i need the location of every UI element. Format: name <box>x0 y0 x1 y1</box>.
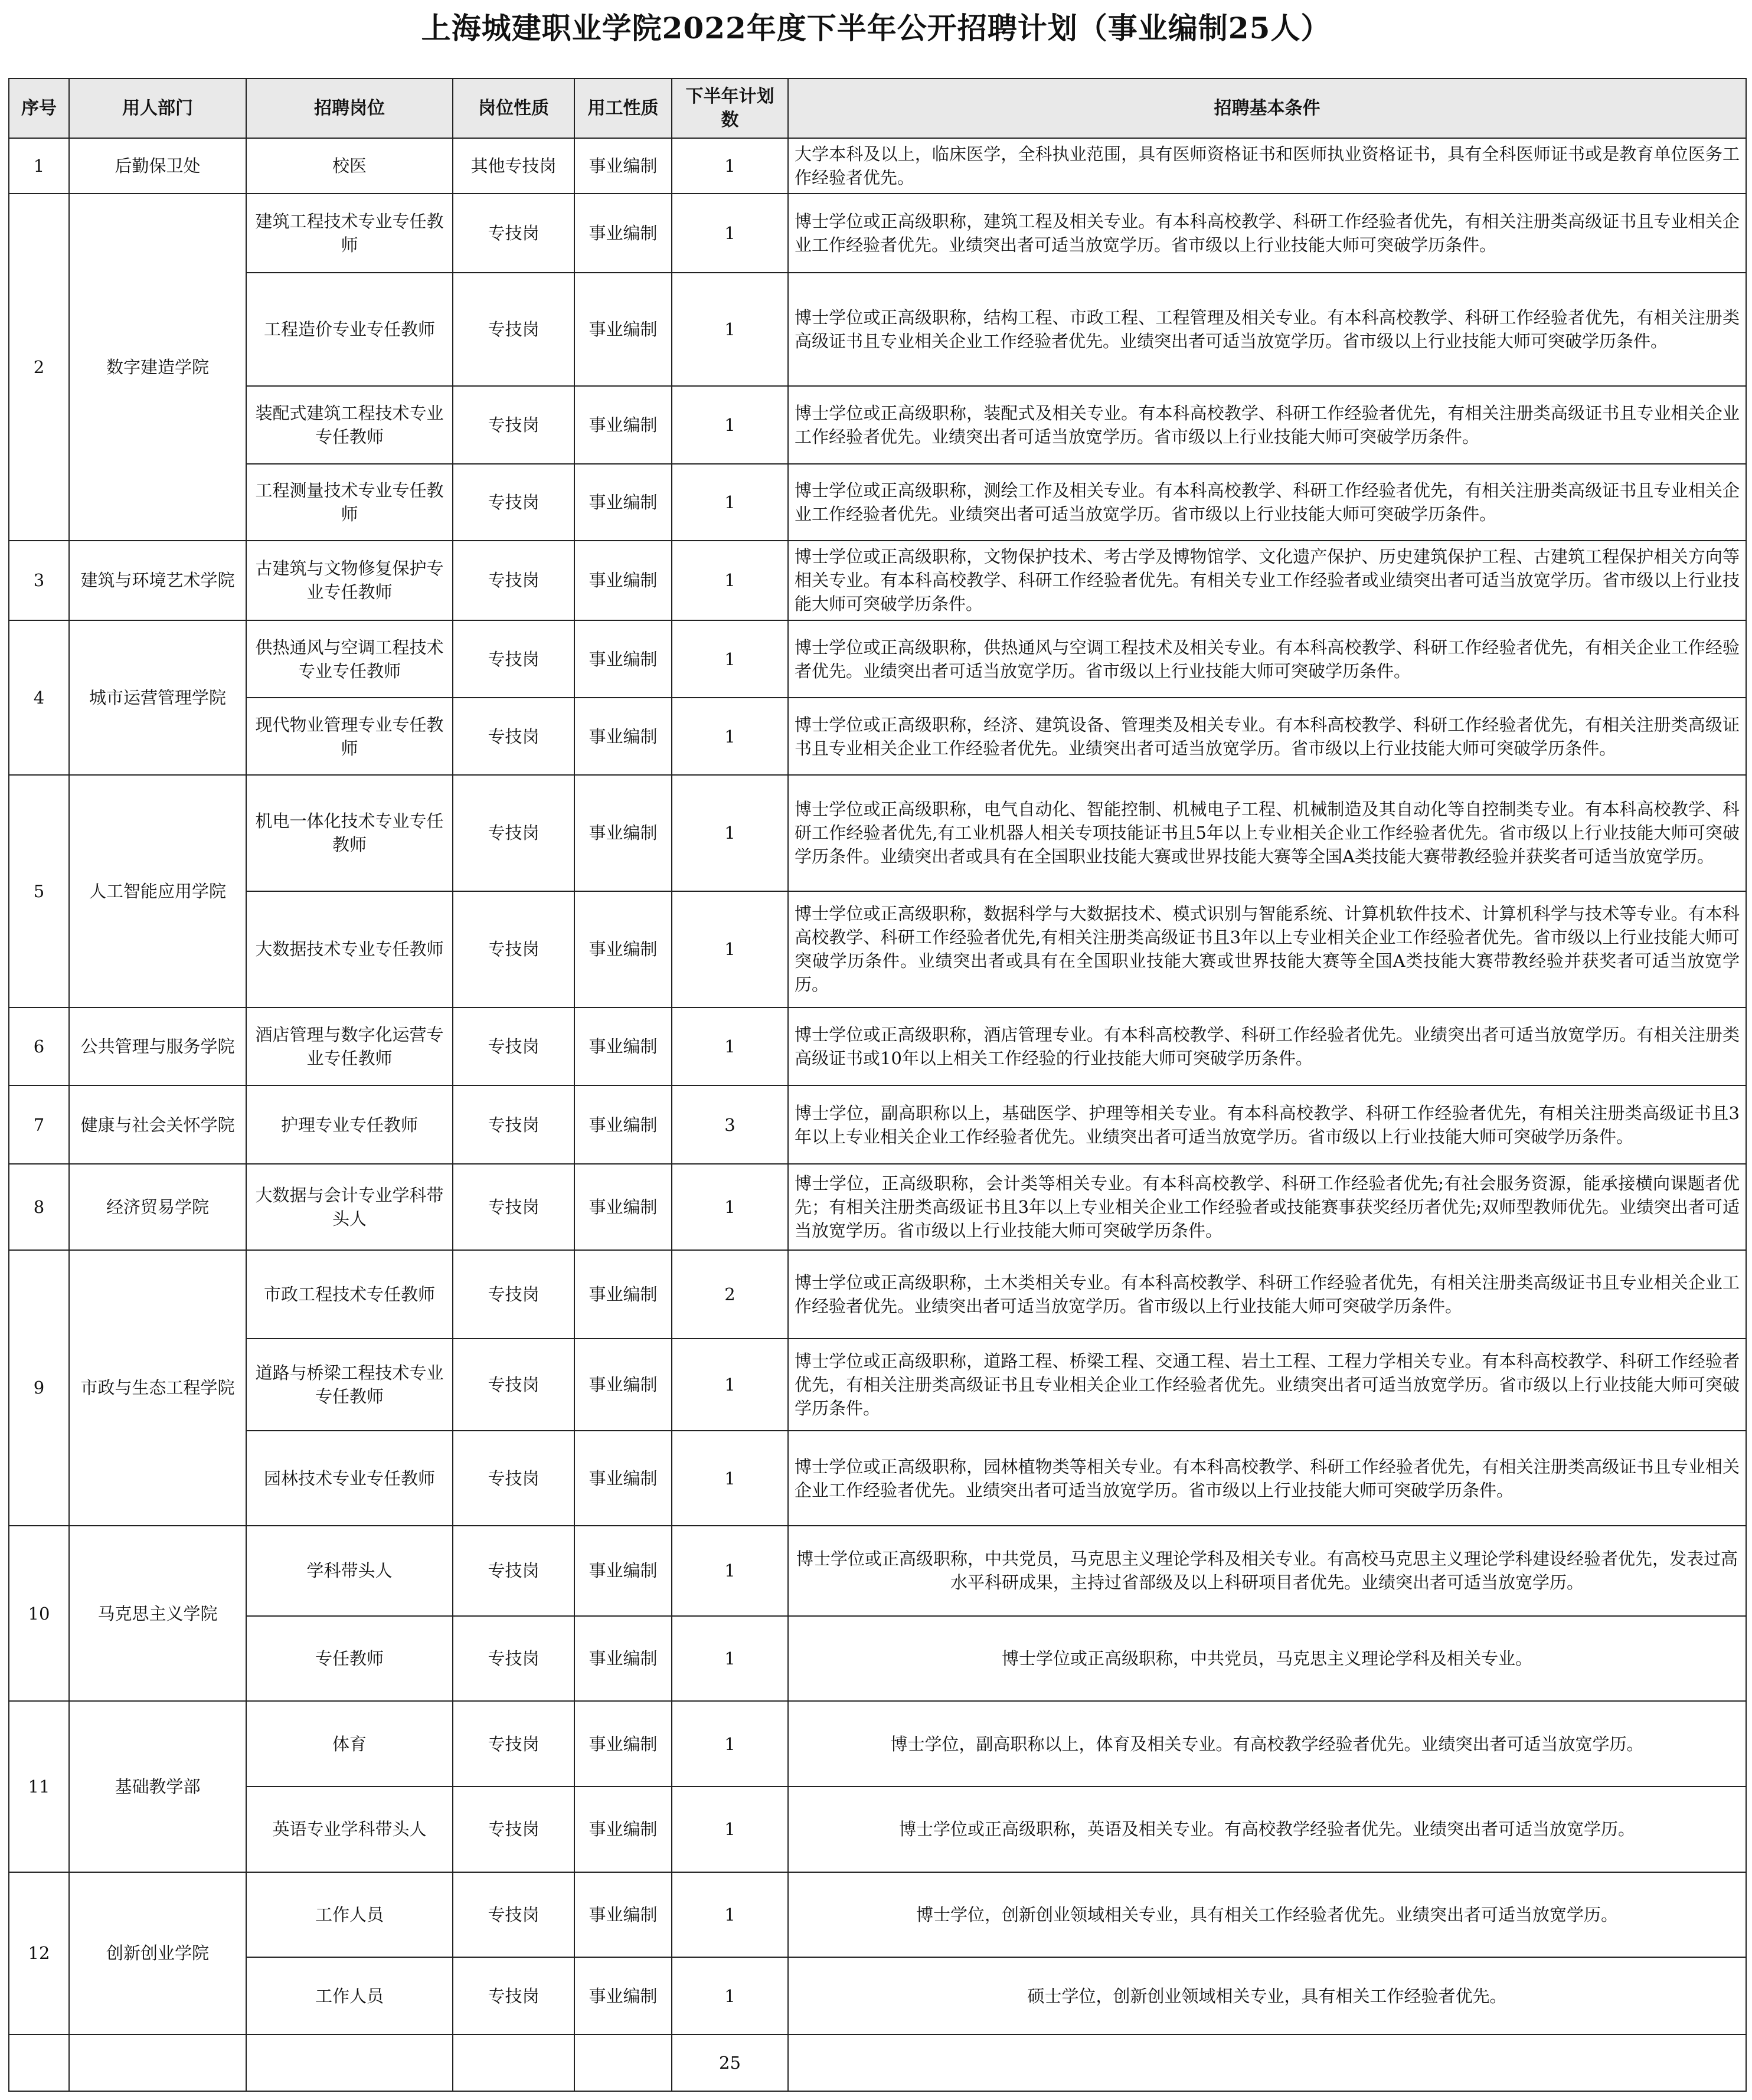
dept-cell: 后勤保卫处 <box>69 138 246 194</box>
header-row <box>9 78 1746 138</box>
post-type-cell: 专技岗 <box>453 1085 574 1164</box>
post-cell: 道路与桥梁工程技术专业专任教师 <box>246 1339 453 1431</box>
table-row <box>9 194 1746 273</box>
post-cell: 工作人员 <box>246 1957 453 2034</box>
table-row <box>9 138 1746 194</box>
employment-cell: 事业编制 <box>574 386 672 464</box>
table-row <box>9 1616 1746 1702</box>
seq-cell: 5 <box>9 775 69 1008</box>
post-type-cell: 专技岗 <box>453 1787 574 1872</box>
employment-cell: 事业编制 <box>574 1085 672 1164</box>
header-dept: 用人部门 <box>69 78 246 138</box>
requirements-cell: 博士学位或正高级职称，经济、建筑设备、管理类及相关专业。有本科高校教学、科研工作经验者优先，有相关注册类高级证书且专业相关企业工作经验者优先。业绩突出者可适当放宽学历。省市级以上行业技能大师可突破学历条件。 <box>788 698 1746 775</box>
requirements-cell: 博士学位，副高职称以上，体育及相关专业。有高校教学经验者优先。业绩突出者可适当放宽学历。 <box>788 1701 1746 1787</box>
post-type-cell: 专技岗 <box>453 1339 574 1431</box>
count-cell: 1 <box>672 1339 788 1431</box>
requirements-cell: 博士学位或正高级职称，数据科学与大数据技术、模式识别与智能系统、计算机软件技术、计算机科学与技术等专业。有本科高校教学、科研工作经验者优先,有相关注册类高级证书且3年以上专业相关企业工作经验者优先。省市级以上行业技能大师可突破学历条件。业绩突出者或具有在全国职业技能大赛或世界技能大赛等全国A类技能大赛带教经验并获奖者可适当放宽学历。 <box>788 891 1746 1008</box>
employment-cell: 事业编制 <box>574 1957 672 2034</box>
seq-cell: 3 <box>9 541 69 620</box>
header-post-type: 岗位性质 <box>453 78 574 138</box>
post-type-cell: 专技岗 <box>453 1872 574 1958</box>
count-cell: 1 <box>672 1787 788 1872</box>
seq-cell: 11 <box>9 1701 69 1872</box>
table-row <box>9 1431 1746 1526</box>
count-cell: 1 <box>672 698 788 775</box>
header-post: 招聘岗位 <box>246 78 453 138</box>
table-row <box>9 1957 1746 2034</box>
post-type-cell: 专技岗 <box>453 1957 574 2034</box>
post-cell: 工程造价专业专任教师 <box>246 273 453 386</box>
requirements-cell: 博士学位或正高级职称，中共党员，马克思主义理论学科及相关专业。有高校马克思主义理论学科建设经验者优先，发表过高水平科研成果，主持过省部级及以上科研项目者优先。业绩突出者可适当放宽学历。 <box>788 1526 1746 1616</box>
header-requirements: 招聘基本条件 <box>788 78 1746 138</box>
dept-cell: 建筑与环境艺术学院 <box>69 541 246 620</box>
post-type-cell: 专技岗 <box>453 1250 574 1339</box>
requirements-cell: 博士学位或正高级职称，建筑工程及相关专业。有本科高校教学、科研工作经验者优先，有相关注册类高级证书且专业相关企业工作经验者优先。业绩突出者可适当放宽学历。省市级以上行业技能大师可突破学历条件。 <box>788 194 1746 273</box>
count-cell: 1 <box>672 1164 788 1250</box>
post-cell: 学科带头人 <box>246 1526 453 1616</box>
total-blank-employment <box>574 2034 672 2091</box>
table-row <box>9 386 1746 464</box>
table-row <box>9 1085 1746 1164</box>
post-cell: 工作人员 <box>246 1872 453 1958</box>
employment-cell: 事业编制 <box>574 1526 672 1616</box>
post-type-cell: 专技岗 <box>453 541 574 620</box>
seq-cell: 10 <box>9 1526 69 1701</box>
count-cell: 1 <box>672 1008 788 1086</box>
employment-cell: 事业编制 <box>574 1164 672 1250</box>
count-cell: 1 <box>672 620 788 698</box>
post-cell: 园林技术专业专任教师 <box>246 1431 453 1526</box>
count-cell: 1 <box>672 1957 788 2034</box>
count-cell: 1 <box>672 1872 788 1958</box>
post-type-cell: 其他专技岗 <box>453 138 574 194</box>
post-cell: 护理专业专任教师 <box>246 1085 453 1164</box>
employment-cell: 事业编制 <box>574 891 672 1008</box>
seq-cell: 7 <box>9 1085 69 1164</box>
requirements-cell: 博士学位或正高级职称，文物保护技术、考古学及博物馆学、文化遗产保护、历史建筑保护工程、古建筑工程保护相关方向等相关专业。有本科高校教学、科研工作经验者优先。有相关专业工作经验者或业绩突出者可适当放宽学历。省市级以上行业技能大师可突破学历条件。 <box>788 541 1746 620</box>
post-type-cell: 专技岗 <box>453 1431 574 1526</box>
post-cell: 建筑工程技术专业专任教师 <box>246 194 453 273</box>
requirements-cell: 博士学位或正高级职称，园林植物类等相关专业。有本科高校教学、科研工作经验者优先，有相关注册类高级证书且专业相关企业工作经验者优先。业绩突出者可适当放宽学历。省市级以上行业技能大师可突破学历条件。 <box>788 1431 1746 1526</box>
recruitment-table <box>8 78 1747 2092</box>
post-cell: 专任教师 <box>246 1616 453 1702</box>
post-type-cell: 专技岗 <box>453 464 574 541</box>
post-cell: 现代物业管理专业专任教师 <box>246 698 453 775</box>
seq-cell: 6 <box>9 1008 69 1086</box>
header-count: 下半年计划数 <box>672 78 788 138</box>
seq-cell: 8 <box>9 1164 69 1250</box>
dept-cell: 基础教学部 <box>69 1701 246 1872</box>
post-cell: 酒店管理与数字化运营专业专任教师 <box>246 1008 453 1086</box>
count-cell: 1 <box>672 138 788 194</box>
employment-cell: 事业编制 <box>574 138 672 194</box>
table-row <box>9 698 1746 775</box>
post-type-cell: 专技岗 <box>453 891 574 1008</box>
post-cell: 机电一体化技术专业专任教师 <box>246 775 453 891</box>
dept-cell: 健康与社会关怀学院 <box>69 1085 246 1164</box>
requirements-cell: 博士学位或正高级职称，英语及相关专业。有高校教学经验者优先。业绩突出者可适当放宽学历。 <box>788 1787 1746 1872</box>
requirements-cell: 博士学位，创新创业领域相关专业，具有相关工作经验者优先。业绩突出者可适当放宽学历。 <box>788 1872 1746 1958</box>
employment-cell: 事业编制 <box>574 1431 672 1526</box>
count-cell: 1 <box>672 1526 788 1616</box>
dept-cell: 城市运营管理学院 <box>69 620 246 775</box>
requirements-cell: 博士学位或正高级职称，酒店管理专业。有本科高校教学、科研工作经验者优先。业绩突出者可适当放宽学历。有相关注册类高级证书或10年以上相关工作经验的行业技能大师可突破学历条件。 <box>788 1008 1746 1086</box>
post-type-cell: 专技岗 <box>453 620 574 698</box>
requirements-cell: 博士学位或正高级职称，中共党员，马克思主义理论学科及相关专业。 <box>788 1616 1746 1702</box>
table-row <box>9 541 1746 620</box>
total-blank-req <box>788 2034 1746 2091</box>
dept-cell: 创新创业学院 <box>69 1872 246 2034</box>
table-row <box>9 1872 1746 1958</box>
count-cell: 3 <box>672 1085 788 1164</box>
header-seq: 序号 <box>9 78 69 138</box>
post-cell: 装配式建筑工程技术专业专任教师 <box>246 386 453 464</box>
employment-cell: 事业编制 <box>574 1250 672 1339</box>
count-cell: 1 <box>672 775 788 891</box>
table-row <box>9 464 1746 541</box>
employment-cell: 事业编制 <box>574 541 672 620</box>
post-type-cell: 专技岗 <box>453 194 574 273</box>
total-blank-post <box>246 2034 453 2091</box>
total-blank-type <box>453 2034 574 2091</box>
table-row <box>9 273 1746 386</box>
post-cell: 体育 <box>246 1701 453 1787</box>
requirements-cell: 博士学位或正高级职称，测绘工作及相关专业。有本科高校教学、科研工作经验者优先，有相关注册类高级证书且专业相关企业工作经验者优先。业绩突出者可适当放宽学历。省市级以上行业技能大师可突破学历条件。 <box>788 464 1746 541</box>
count-cell: 1 <box>672 464 788 541</box>
table-row <box>9 1250 1746 1339</box>
count-cell: 1 <box>672 273 788 386</box>
count-cell: 1 <box>672 891 788 1008</box>
requirements-cell: 博士学位或正高级职称，电气自动化、智能控制、机械电子工程、机械制造及其自动化等自控制类专业。有本科高校教学、科研工作经验者优先,有工业机器人相关专项技能证书且5年以上专业相关企业工作经验者优先。省市级以上行业技能大师可突破学历条件。业绩突出者或具有在全国职业技能大赛或世界技能大赛等全国A类技能大赛带教经验并获奖者可适当放宽学历。 <box>788 775 1746 891</box>
employment-cell: 事业编制 <box>574 620 672 698</box>
dept-cell: 公共管理与服务学院 <box>69 1008 246 1086</box>
post-cell: 供热通风与空调工程技术专业专任教师 <box>246 620 453 698</box>
employment-cell: 事业编制 <box>574 775 672 891</box>
employment-cell: 事业编制 <box>574 698 672 775</box>
dept-cell: 人工智能应用学院 <box>69 775 246 1008</box>
table-row <box>9 775 1746 891</box>
total-row <box>9 2034 1746 2091</box>
employment-cell: 事业编制 <box>574 273 672 386</box>
employment-cell: 事业编制 <box>574 1008 672 1086</box>
total-blank-dept <box>69 2034 246 2091</box>
count-cell: 1 <box>672 1431 788 1526</box>
post-cell: 市政工程技术专任教师 <box>246 1250 453 1339</box>
dept-cell: 数字建造学院 <box>69 194 246 541</box>
post-cell: 大数据与会计专业学科带头人 <box>246 1164 453 1250</box>
post-cell: 工程测量技术专业专任教师 <box>246 464 453 541</box>
requirements-cell: 博士学位或正高级职称，结构工程、市政工程、工程管理及相关专业。有本科高校教学、科研工作经验者优先，有相关注册类高级证书且专业相关企业工作经验者优先。业绩突出者可适当放宽学历。省市级以上行业技能大师可突破学历条件。 <box>788 273 1746 386</box>
post-type-cell: 专技岗 <box>453 1008 574 1086</box>
post-type-cell: 专技岗 <box>453 386 574 464</box>
post-type-cell: 专技岗 <box>453 1616 574 1702</box>
seq-cell: 12 <box>9 1872 69 2034</box>
dept-cell: 马克思主义学院 <box>69 1526 246 1701</box>
post-type-cell: 专技岗 <box>453 273 574 386</box>
seq-cell: 4 <box>9 620 69 775</box>
employment-cell: 事业编制 <box>574 1787 672 1872</box>
requirements-cell: 博士学位或正高级职称，装配式及相关专业。有本科高校教学、科研工作经验者优先，有相关注册类高级证书且专业相关企业工作经验者优先。业绩突出者可适当放宽学历。省市级以上行业技能大师可突破学历条件。 <box>788 386 1746 464</box>
seq-cell: 2 <box>9 194 69 541</box>
post-type-cell: 专技岗 <box>453 698 574 775</box>
table-row <box>9 891 1746 1008</box>
employment-cell: 事业编制 <box>574 1616 672 1702</box>
count-cell: 1 <box>672 541 788 620</box>
requirements-cell: 博士学位或正高级职称，供热通风与空调工程技术及相关专业。有本科高校教学、科研工作经验者优先，有相关企业工作经验者优先。业绩突出者可适当放宽学历。省市级以上行业技能大师可突破学历条件。 <box>788 620 1746 698</box>
requirements-cell: 博士学位，副高职称以上，基础医学、护理等相关专业。有本科高校教学、科研工作经验者优先，有相关注册类高级证书且3年以上专业相关企业工作经验者优先。业绩突出者可适当放宽学历。省市级以上行业技能大师可突破学历条件。 <box>788 1085 1746 1164</box>
employment-cell: 事业编制 <box>574 1339 672 1431</box>
table-row <box>9 1701 1746 1787</box>
requirements-cell: 博士学位或正高级职称，土木类相关专业。有本科高校教学、科研工作经验者优先，有相关注册类高级证书且专业相关企业工作经验者优先。业绩突出者可适当放宽学历。省市级以上行业技能大师可突破学历条件。 <box>788 1250 1746 1339</box>
requirements-cell: 博士学位，正高级职称，会计类等相关专业。有本科高校教学、科研工作经验者优先;有社会服务资源，能承接横向课题者优先；有相关注册类高级证书且3年以上专业相关企业工作经验者或技能赛事获奖经历者优先;双师型教师优先。业绩突出者可适当放宽学历。省市级以上行业技能大师可突破学历条件。 <box>788 1164 1746 1250</box>
table-row <box>9 1008 1746 1086</box>
count-cell: 2 <box>672 1250 788 1339</box>
count-cell: 1 <box>672 1616 788 1702</box>
requirements-cell: 博士学位或正高级职称，道路工程、桥梁工程、交通工程、岩土工程、工程力学相关专业。有本科高校教学、科研工作经验者优先，有相关注册类高级证书且专业相关企业工作经验者优先。业绩突出者可适当放宽学历。省市级以上行业技能大师可突破学历条件。 <box>788 1339 1746 1431</box>
page-title: 上海城建职业学院2022年度下半年公开招聘计划（事业编制25人） <box>421 11 1331 45</box>
total-count: 25 <box>672 2034 788 2091</box>
employment-cell: 事业编制 <box>574 1872 672 1958</box>
post-type-cell: 专技岗 <box>453 1164 574 1250</box>
dept-cell: 市政与生态工程学院 <box>69 1250 246 1526</box>
requirements-cell: 大学本科及以上，临床医学，全科执业范围，具有医师资格证书和医师执业资格证书，具有全科医师证书或是教育单位医务工作经验者优先。 <box>788 138 1746 194</box>
post-cell: 校医 <box>246 138 453 194</box>
table-row <box>9 1339 1746 1431</box>
employment-cell: 事业编制 <box>574 1701 672 1787</box>
post-type-cell: 专技岗 <box>453 1526 574 1616</box>
header-employment: 用工性质 <box>574 78 672 138</box>
post-cell: 英语专业学科带头人 <box>246 1787 453 1872</box>
table-row <box>9 1787 1746 1872</box>
requirements-cell: 硕士学位，创新创业领域相关专业，具有相关工作经验者优先。 <box>788 1957 1746 2034</box>
count-cell: 1 <box>672 1701 788 1787</box>
post-cell: 古建筑与文物修复保护专业专任教师 <box>246 541 453 620</box>
table-row <box>9 1526 1746 1616</box>
employment-cell: 事业编制 <box>574 194 672 273</box>
employment-cell: 事业编制 <box>574 464 672 541</box>
table-row <box>9 620 1746 698</box>
seq-cell: 1 <box>9 138 69 194</box>
table-row <box>9 1164 1746 1250</box>
post-cell: 大数据技术专业专任教师 <box>246 891 453 1008</box>
count-cell: 1 <box>672 194 788 273</box>
table-body <box>9 138 1746 2034</box>
dept-cell: 经济贸易学院 <box>69 1164 246 1250</box>
total-blank-seq <box>9 2034 69 2091</box>
post-type-cell: 专技岗 <box>453 1701 574 1787</box>
post-type-cell: 专技岗 <box>453 775 574 891</box>
count-cell: 1 <box>672 386 788 464</box>
seq-cell: 9 <box>9 1250 69 1526</box>
